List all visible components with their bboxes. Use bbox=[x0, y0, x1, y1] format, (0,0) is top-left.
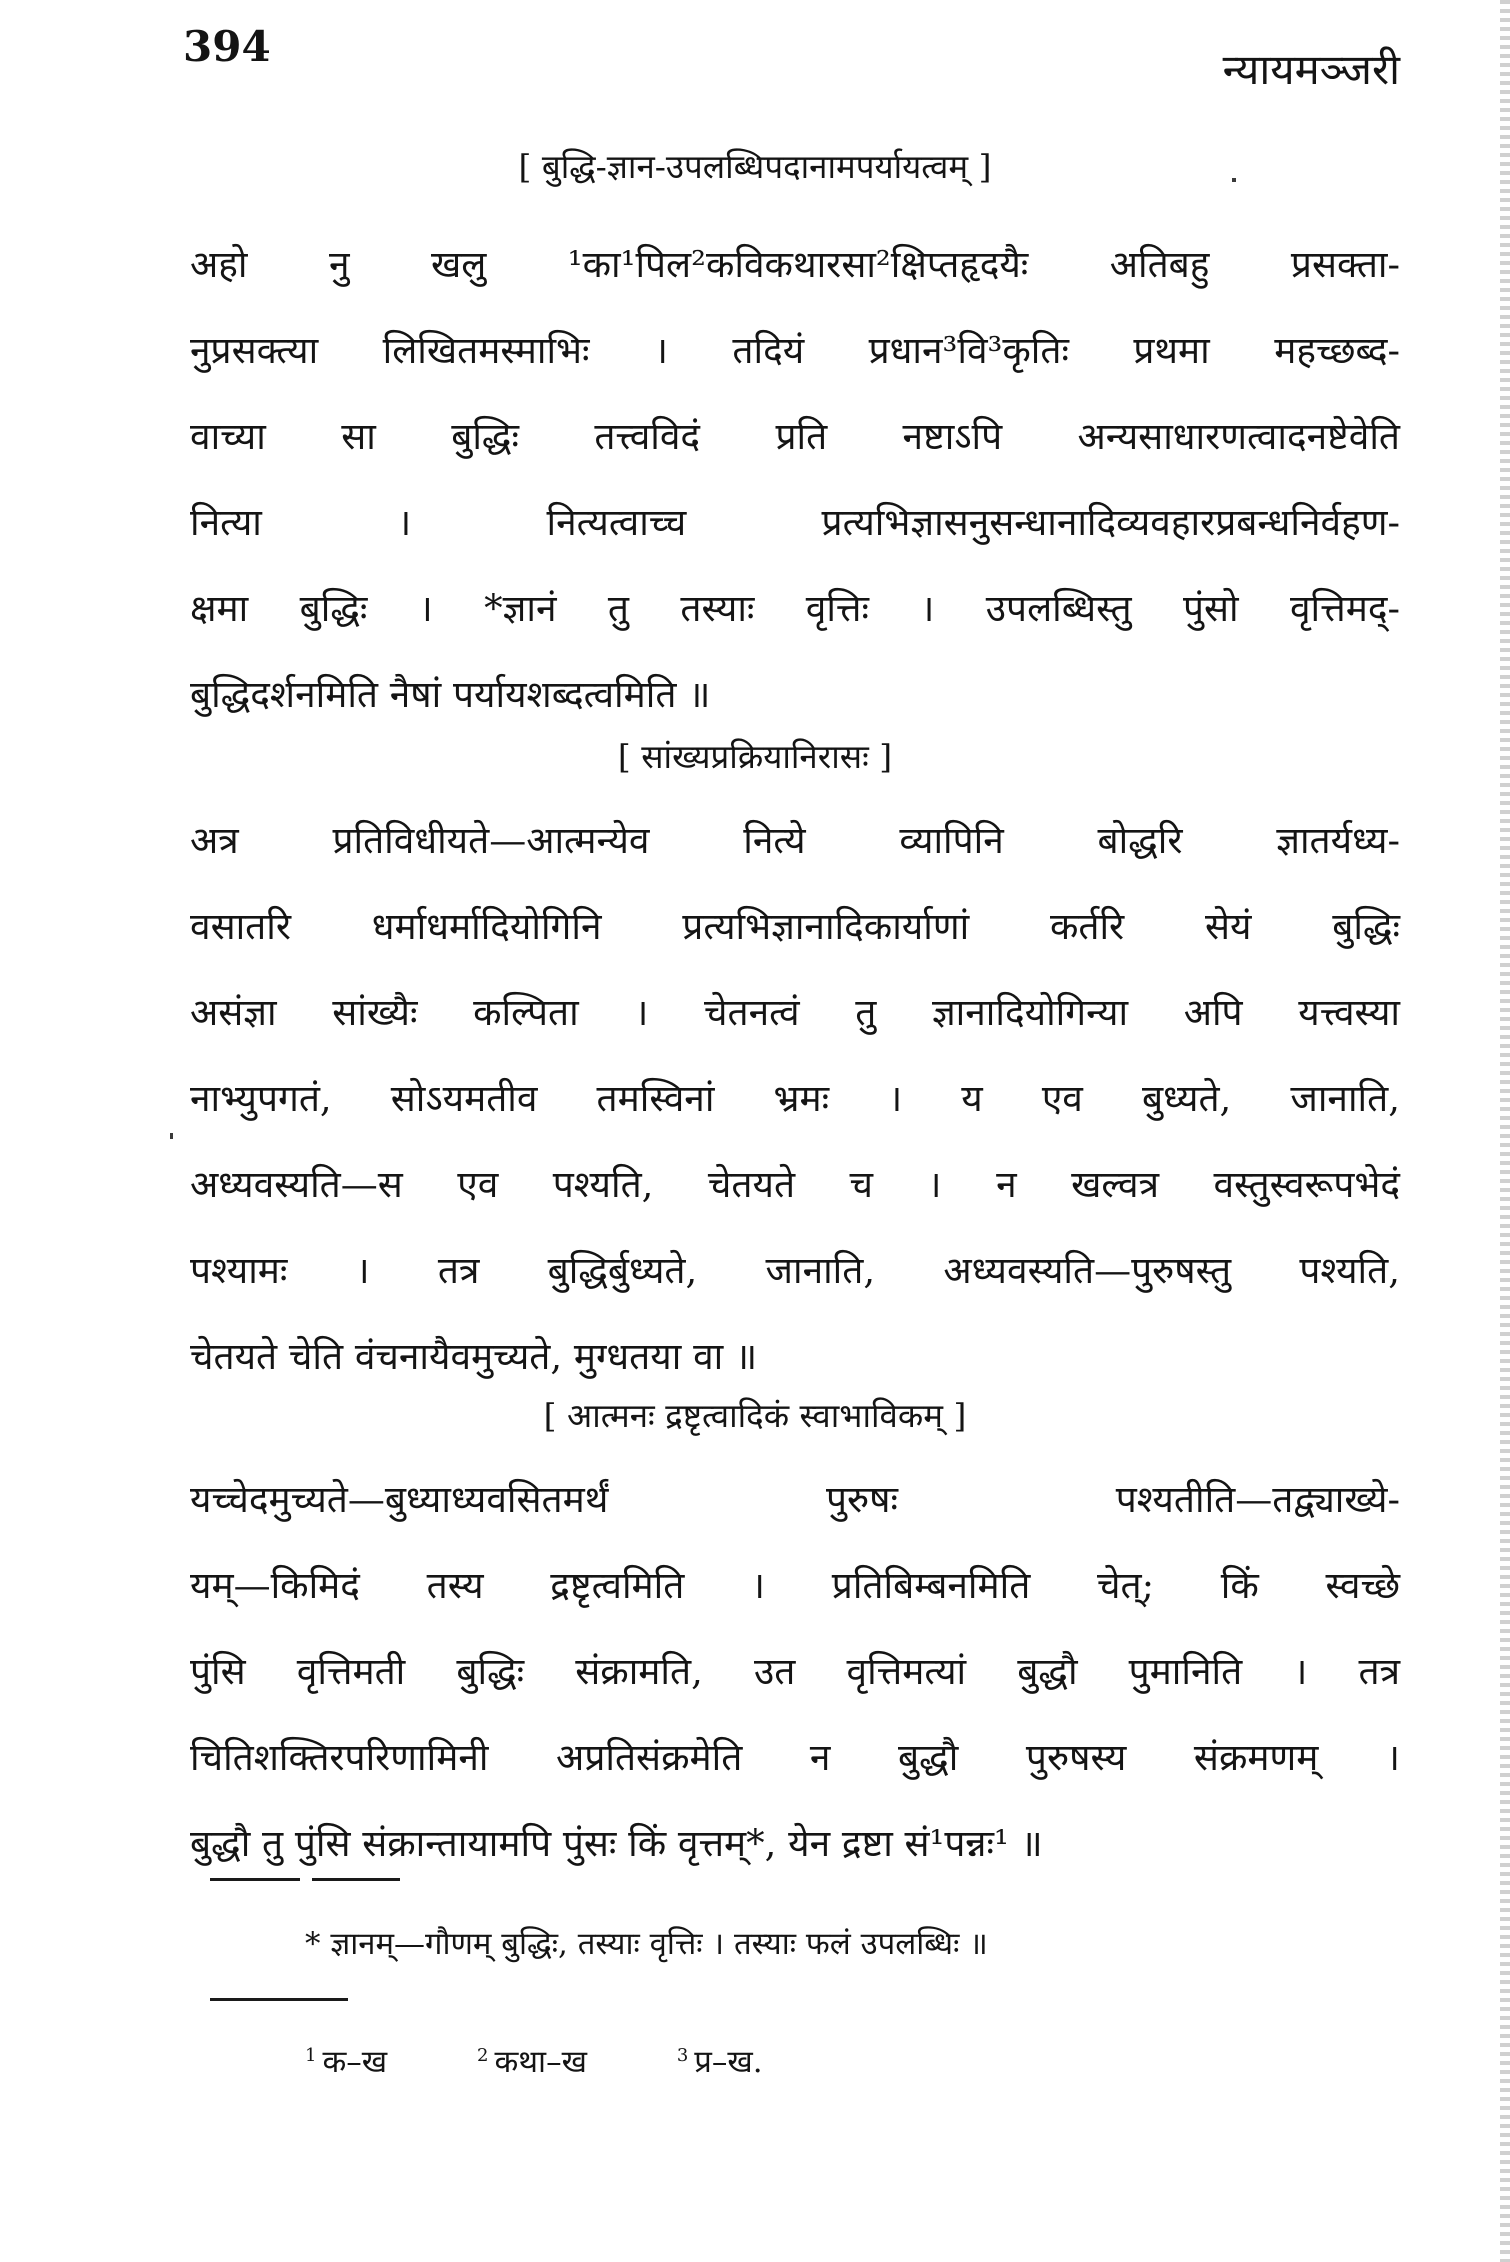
text-line: असंज्ञा सांख्यैः कल्पिता । चेतनत्वं तु ज्ञानादियोगिन्या अपि यत्त्वस्या bbox=[190, 991, 1400, 1034]
text-line: अध्यवस्यति—स एव पश्यति, चेतयते च । न खल्वत्र वस्तुस्वरूपभेदं bbox=[190, 1163, 1400, 1206]
section-1-heading: [ बुद्धि-ज्ञान-उपलब्धिपदानामपर्यायत्वम् ] bbox=[518, 147, 992, 186]
text-line: पुंसि वृत्तिमती बुद्धिः संक्रामति, उत वृत्तिमत्यां बुद्धौ पुमानिति । तत्र bbox=[190, 1650, 1400, 1693]
text-line: पश्यामः । तत्र बुद्धिर्बुध्यते, जानाति, अध्यवस्यति—पुरुषस्तु पश्यति, bbox=[190, 1249, 1400, 1292]
variant-number: 1 bbox=[305, 2044, 317, 2066]
section-3-heading: [ आत्मनः द्रष्टृत्वादिकं स्वाभाविकम् ] bbox=[543, 1396, 967, 1435]
text-line: यम्—किमिदं तस्य द्रष्टृत्वमिति । प्रतिबिम्बनमिति चेत्; किं स्वच्छे bbox=[190, 1564, 1400, 1607]
text-line: क्षमा बुद्धिः । *ज्ञानं तु तस्याः वृत्तिः । उपलब्धिस्तु पुंसो वृत्तिमद्- bbox=[190, 587, 1400, 630]
text-line: चेतयते चेति वंचनायैवमुच्यते, मुग्धतया वा ॥ bbox=[190, 1335, 758, 1378]
text-line: बुद्धिदर्शनमिति नैषां पर्यायशब्दत्वमिति ॥ bbox=[190, 673, 711, 716]
footnote-rule-short bbox=[312, 1878, 400, 1881]
text-line: नाभ्युपगतं, सोऽयमतीव तमस्विनां भ्रमः । य एव बुध्यते, जानाति, bbox=[190, 1077, 1400, 1120]
text-line: नित्या । नित्यत्वाच्च प्रत्यभिज्ञासनुसन्धानादिव्यवहारप्रबन्धनिर्वहण- bbox=[190, 501, 1400, 544]
section-2-heading: [ सांख्यप्रक्रियानिरासः ] bbox=[617, 737, 893, 776]
variant-reading bbox=[477, 2044, 587, 2080]
page-edge-shadow bbox=[1500, 0, 1510, 2262]
variant-number: 2 bbox=[476, 2044, 489, 2066]
text-line: वाच्या सा बुद्धिः तत्त्वविदं प्रति नष्टाऽपि अन्यसाधारणत्वादनष्टेवेति bbox=[190, 415, 1400, 458]
variant-reading bbox=[677, 2044, 763, 2080]
page-number: 394 bbox=[183, 22, 271, 71]
variant-reading bbox=[305, 2044, 387, 2080]
text-line: यच्चेदमुच्यते—बुध्याध्यवसितमर्थं पुरुषः पश्यतीति—तद्व्याख्ये- bbox=[190, 1478, 1400, 1521]
text-line: वसातरि धर्माधर्मादियोगिनि प्रत्यभिज्ञानादिकार्याणां कर्तरि सेयं बुद्धिः bbox=[190, 905, 1400, 948]
text-line: बुद्धौ तु पुंसि संक्रान्तायामपि पुंसः किं वृत्तम्*, येन द्रष्टा सं¹पन्नः¹ ॥ bbox=[190, 1822, 1043, 1865]
section-1-paragraph bbox=[190, 222, 1400, 738]
text-line: अत्र प्रतिविधीयते—आत्मन्येव नित्ये व्यापिनि बोद्धरि ज्ञातर्यध्य- bbox=[190, 819, 1400, 862]
text-line: चितिशक्तिरपरिणामिनी अप्रतिसंक्रमेति न बुद्धौ पुरुषस्य संक्रमणम् । bbox=[190, 1736, 1400, 1779]
scan-speck bbox=[170, 1133, 173, 1139]
variant-text: कथा–ख bbox=[494, 2044, 587, 2080]
variant-readings bbox=[305, 2040, 843, 2082]
text-line: अहो नु खलु ¹का¹पिल²कविकथारसा²क्षिप्तहृदयैः अतिबहु प्रसक्ता- bbox=[190, 243, 1400, 286]
footnote-rule-short bbox=[210, 1878, 300, 1881]
variants-rule bbox=[210, 1998, 348, 2001]
section-3-paragraph bbox=[190, 1457, 1400, 1887]
section-2-paragraph bbox=[190, 798, 1400, 1400]
text-line: नुप्रसक्त्या लिखितमस्माभिः । तदियं प्रधान³वि³कृतिः प्रथमा महच्छब्द- bbox=[190, 329, 1400, 372]
variant-text: प्र–ख. bbox=[694, 2044, 763, 2080]
footnote-note: * ज्ञानम्—गौणम् बुद्धिः, तस्याः वृत्तिः । तस्याः फलं उपलब्धिः ॥ bbox=[305, 1926, 988, 1962]
variant-text: क–ख bbox=[322, 2044, 388, 2080]
variant-number: 3 bbox=[676, 2044, 689, 2066]
scan-speck bbox=[1232, 178, 1236, 182]
running-title: न्यायमञ्जरी bbox=[1222, 45, 1400, 94]
